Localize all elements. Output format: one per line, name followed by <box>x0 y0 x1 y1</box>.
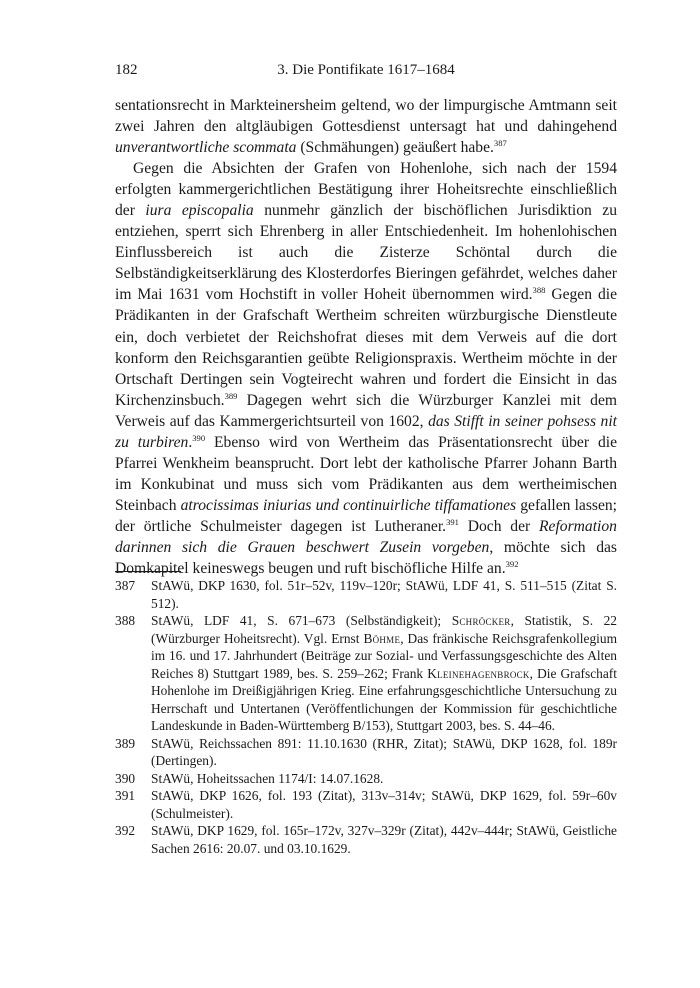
text-run: . <box>188 433 193 451</box>
footnote-text: StAWü, Hoheitssachen 1174/I: 14.07.1628. <box>151 770 384 786</box>
footnote-389 <box>115 735 617 770</box>
footnote-divider <box>115 571 181 572</box>
footnote-text: , Die Grafschaft Hohenlohe im Dreißigjährigen Krieg. Eine erfahrungsgeschichtliche Untersuchung zu Herrschaft und Untertanen (Veröffentlichungen der Kommission für geschichtliche Landeskunde in Baden-Württemberg B/153), Stuttgart 2003, bes. S. 44–46. <box>151 665 617 733</box>
italic-quote: atrocissimas iniurias und continuirliche tiffamationes <box>180 496 517 514</box>
footnote-number: 392 <box>115 823 136 838</box>
footnote-number: 389 <box>115 735 136 751</box>
footnote-387 <box>115 577 617 612</box>
text-run: (Schmähungen) geäußert habe. <box>296 139 494 157</box>
paragraph-2 <box>115 158 617 579</box>
footnote-ref-387[interactable]: 387 <box>493 138 507 149</box>
footnote-388 <box>115 612 617 735</box>
footnote-391 <box>115 787 617 822</box>
footnote-ref-388[interactable]: 388 <box>532 285 546 296</box>
footnotes <box>115 577 617 857</box>
text-run: Ebenso wird von Wertheim das Präsentationsrecht über die Pfarrei Wenkheim beansprucht. Dort lebt der katholische Pfarrer Johann Barth im Konkubinat und muss sich vom Prädikanten aus dem wertheimischen Steinbach <box>115 433 617 514</box>
footnote-ref-389[interactable]: 389 <box>224 390 238 401</box>
footnote-number: 391 <box>115 788 136 803</box>
text-run: gefallen lassen; der örtliche Schulmeister dagegen ist Lutheraner. <box>115 496 618 535</box>
text-run: Doch der <box>458 517 540 535</box>
text-run: Gegen die Absichten der Grafen von Hohenlohe, sich nach der 1594 erfolgten kammergerichtlichen Bestätigung ihrer Hoheitsrechte einschließlich der <box>115 160 617 220</box>
text-run: sentationsrecht in Markteinersheim geltend, wo der limpurgische Amtmann seit zwei Jahren den altgläubigen Gottesdienst untersagt hat und dahingehend <box>115 97 617 136</box>
footnote-text: StAWü, Reichssachen 891: 11.10.1630 (RHR, Zitat); StAWü, DKP 1628, fol. 189r (Dertingen). <box>151 735 617 768</box>
footnote-number: 387 <box>115 578 136 593</box>
author-name: Schröcker <box>451 613 511 628</box>
footnote-ref-391[interactable]: 391 <box>446 516 459 527</box>
text-run: Dagegen wehrt sich die Würzburger Kanzlei mit dem Verweis auf das Kammergerichtsurteil von 1602, <box>115 391 617 430</box>
page-header <box>115 62 617 84</box>
author-name: Kleinehagenbrock <box>427 665 530 681</box>
text-run: nunmehr gänzlich der bischöflichen Jurisdiktion zu entziehen, sperrt sich Ehrenberg in aller Entschiedenheit. Im hohenlohischen Einflussbereich ist auch die Zisterze Schöntal durch die Selbständigkeitserklärung des Klosterdorfes Bieringen gefährdet, welches daher im Mai 1631 vom Hochstift in voller Hoheit übernommen wird. <box>115 202 618 304</box>
footnote-number: 388 <box>115 613 136 628</box>
footnote-text: , Das fränkische Reichsgrafenkollegium im 16. und 17. Jahrhundert (Beiträge zur Sozial- und Verfassungsgeschichte des Alten Reiches 8) Stuttgart 1989, bes. S. 259–262; Frank <box>151 630 617 681</box>
italic-term: iura episcopalia <box>145 202 254 220</box>
running-head: 3. Die Pontifikate 1617–1684 <box>277 62 455 78</box>
footnote-number: 390 <box>115 770 136 786</box>
paragraph-1 <box>115 95 617 158</box>
footnote-text: StAWü, LDF 41, S. 671–673 (Selbständigkeit); <box>151 613 452 628</box>
italic-quote: das Stifft in seiner pohsess nit zu turbiren <box>115 412 617 451</box>
page-number: 182 <box>115 62 138 78</box>
footnote-text: StAWü, DKP 1629, fol. 165r–172v, 327v–329r (Zitat), 442v–444r; StAWü, Geistliche Sachen 2616: 20.07. und 03.10.1629. <box>151 823 617 856</box>
footnote-text: , Statistik, S. 22 (Würzburger Hoheitsrecht). Vgl. Ernst <box>151 613 618 646</box>
author-name: Böhme <box>363 630 401 646</box>
footnote-ref-390[interactable]: 390 <box>192 432 206 443</box>
text-run: , möchte sich das Domkapitel keineswegs beugen und ruft bischöfliche Hilfe an. <box>115 538 618 578</box>
footnote-392 <box>115 822 617 857</box>
footnote-ref-392[interactable]: 392 <box>505 559 519 570</box>
footnote-text: StAWü, DKP 1630, fol. 51r–52v, 119v–120r; StAWü, LDF 41, S. 511–515 (Zitat S. 512). <box>151 578 617 611</box>
italic-quote: unverantwortliche scommata <box>115 139 297 157</box>
italic-quote: Reformation darinnen sich die Grauen beschwert Zusein vorgeben <box>115 517 617 556</box>
footnote-390 <box>115 770 617 788</box>
text-run: Gegen die Prädikanten in der Grafschaft Wertheim schreiten würzburgische Dienstleute ein, doch verbietet der Reichshofrat dieses mit dem Verweis auf die dort konform den Reichsgarantien geübte Religionspraxis. Wertheim möchte in der Ortschaft Dertingen sein Vogteirecht wahren und fordert die Einsicht in das Kirchenzinsbuch. <box>115 286 617 409</box>
footnote-text: StAWü, DKP 1626, fol. 193 (Zitat), 313v–314v; StAWü, DKP 1629, fol. 59r–60v (Schulmeister). <box>151 788 617 821</box>
main-text <box>115 95 617 579</box>
